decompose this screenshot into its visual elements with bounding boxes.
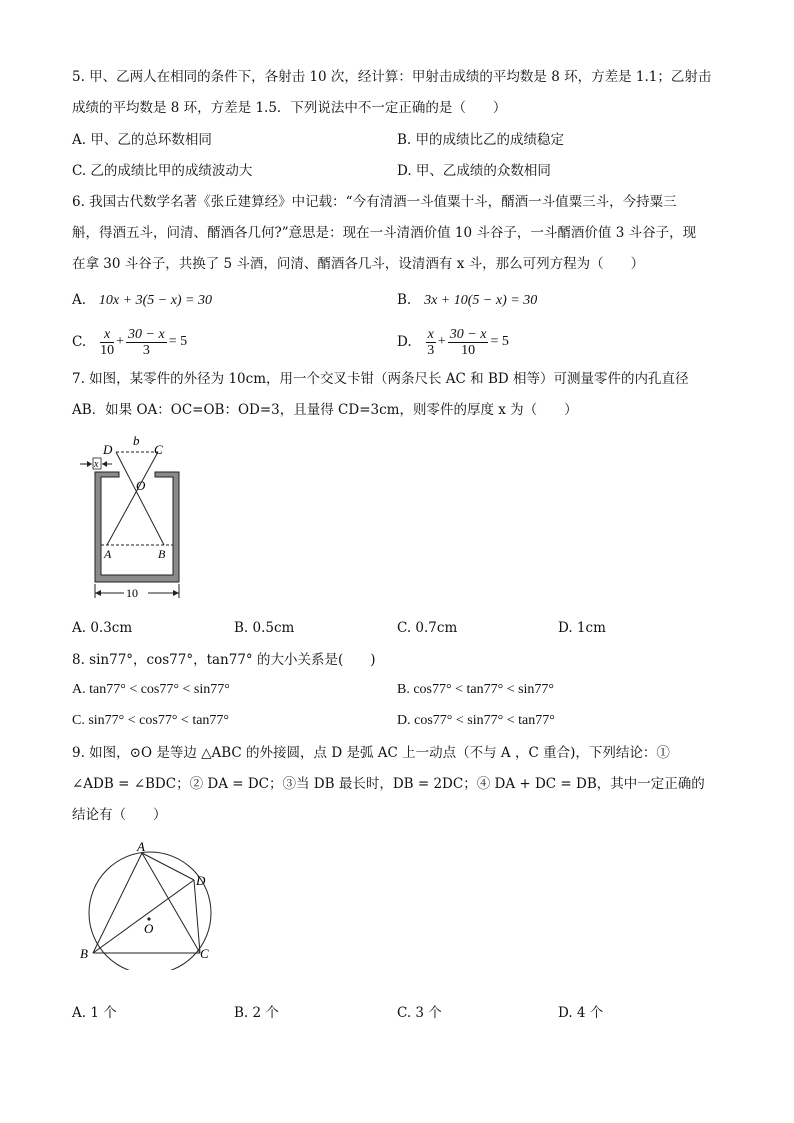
plus-sign: +	[437, 334, 446, 349]
q6-option-a-equation: 10x + 3(5 − x) = 30	[98, 293, 213, 308]
q8-option-a: A. tan77° < cos77° < sin77°	[72, 682, 230, 697]
q9-option-b: B. 2 个	[234, 1005, 279, 1021]
q6-option-d-fraction-2	[448, 327, 489, 358]
label-a: A	[104, 547, 112, 561]
q5-stem-line1: 5. 甲、乙两人在相同的条件下，各射击 10 次，经计算：甲射击成绩的平均数是 8 环，方差是 1.1；乙射击	[72, 69, 712, 85]
q6-option-d	[397, 322, 509, 362]
q8-option-b: B. cos77° < tan77° < sin77°	[397, 682, 555, 697]
circle-figure	[76, 840, 221, 970]
label-d: D	[103, 442, 113, 457]
q5-stem-line2: 成绩的平均数是 8 环，方差是 1.5．下列说法中不一定正确的是（ ）	[72, 100, 507, 116]
fraction-denominator: 10	[461, 342, 476, 358]
q6-option-c	[72, 322, 187, 362]
q6-option-a-label: A.	[72, 292, 87, 308]
fraction-denominator: 3	[142, 342, 150, 358]
q6-option-d-fraction-1	[426, 327, 436, 358]
q9-option-c: C. 3 个	[397, 1005, 442, 1021]
q7-option-a: A. 0.3cm	[72, 620, 133, 636]
q7-stem-line2: AB．如果 OA：OC=OB：OD=3，且量得 CD=3cm，则零件的厚度 x 为（ ）	[72, 402, 578, 418]
q5-option-c: C. 乙的成绩比甲的成绩波动大	[72, 163, 253, 179]
label-x: x	[94, 459, 99, 470]
q9-stem-line1: 9. 如图，⊙O 是等边 △ABC 的外接圆，点 D 是弧 AC 上一动点（不与 A ，C 重合)，下列结论：①	[72, 745, 670, 761]
plus-sign: +	[116, 334, 125, 349]
fraction-denominator: 3	[427, 342, 435, 358]
q8-option-d: D. cos77° < sin77° < tan77°	[397, 713, 555, 728]
q9-stem-line3: 结论有（ ）	[72, 807, 167, 823]
q7-option-b: B. 0.5cm	[234, 620, 295, 636]
q6-stem-line1: 6. 我国古代数学名著《张丘建算经》中记载：“今有清酒一斗值粟十斗，醑酒一斗值粟三斗，今持粟三	[72, 194, 677, 210]
segment-dc	[194, 880, 200, 953]
caliper-arm-ca	[107, 452, 158, 545]
label-c: C	[154, 442, 163, 457]
q7-stem-line1: 7. 如图，某零件的外径为 10cm，用一个交叉卡钳（两条尺长 AC 和 BD 相等）可测量零件的内孔直径	[72, 371, 689, 387]
arrowhead-icon	[95, 590, 101, 596]
label-width: 10	[126, 586, 138, 600]
equals-rhs: = 5	[168, 334, 188, 349]
q6-option-b	[397, 290, 537, 311]
label-o: O	[144, 921, 154, 936]
q8-stem: 8. sin77°，cos77°，tan77° 的大小关系是( )	[72, 652, 376, 668]
q6-stem-line2: 斛，得酒五斗，问清、醑酒各几何?”意思是：现在一斗清酒价值 10 斗谷子，一斗醑酒价值 3 斗谷子，现	[72, 225, 697, 241]
arrowhead-icon	[173, 590, 179, 596]
arrowhead-icon	[87, 461, 92, 467]
q6-option-b-equation: 3x + 10(5 − x) = 30	[424, 293, 538, 308]
label-b-point: B	[158, 547, 166, 561]
q9-option-a: A. 1 个	[72, 1005, 117, 1021]
q8-option-c: C. sin77° < cos77° < tan77°	[72, 713, 230, 728]
fraction-numerator: 30 − x	[449, 326, 487, 342]
label-d: D	[196, 873, 206, 888]
caliper-figure	[72, 432, 192, 604]
caliper-arm-db	[116, 452, 164, 545]
q7-option-c: C. 0.7cm	[397, 620, 458, 636]
fraction-denominator: 10	[100, 342, 115, 358]
label-b: B	[80, 946, 88, 961]
q6-option-c-label: C.	[72, 334, 87, 350]
arrowhead-icon	[102, 461, 107, 467]
side-ab	[93, 853, 142, 953]
q6-option-d-label: D.	[397, 334, 412, 350]
q5-option-a: A. 甲、乙的总环数相同	[72, 132, 212, 148]
q9-option-d: D. 4 个	[558, 1005, 604, 1021]
circumcircle	[89, 852, 211, 970]
fraction-numerator: 30 − x	[128, 326, 165, 342]
fraction-numerator: x	[427, 326, 434, 342]
fraction-numerator: x	[100, 327, 114, 343]
label-c: C	[200, 946, 209, 961]
equals-rhs: = 5	[490, 334, 509, 349]
q6-option-c-fraction-2	[126, 327, 167, 358]
label-a: A	[137, 840, 145, 854]
q6-option-a	[72, 290, 212, 311]
q7-option-d: D. 1cm	[558, 620, 606, 636]
q5-option-d: D. 甲、乙成绩的众数相同	[397, 163, 551, 179]
q5-option-b: B. 甲的成绩比乙的成绩稳定	[397, 132, 565, 148]
label-b: b	[133, 433, 140, 448]
label-o: O	[136, 478, 146, 493]
q9-stem-line2: ∠ADB = ∠BDC；② DA = DC；③当 DB 最长时，DB = 2DC；④ DA + DC = DB，其中一定正确的	[72, 776, 705, 792]
q6-option-b-label: B.	[397, 292, 412, 308]
q6-option-c-fraction-1	[100, 327, 114, 358]
q6-stem-line3: 在拿 30 斗谷子，共换了 5 斗酒，问清、醑酒各几斗，设清酒有 x 斗，那么可列方程为（ ）	[72, 256, 645, 272]
